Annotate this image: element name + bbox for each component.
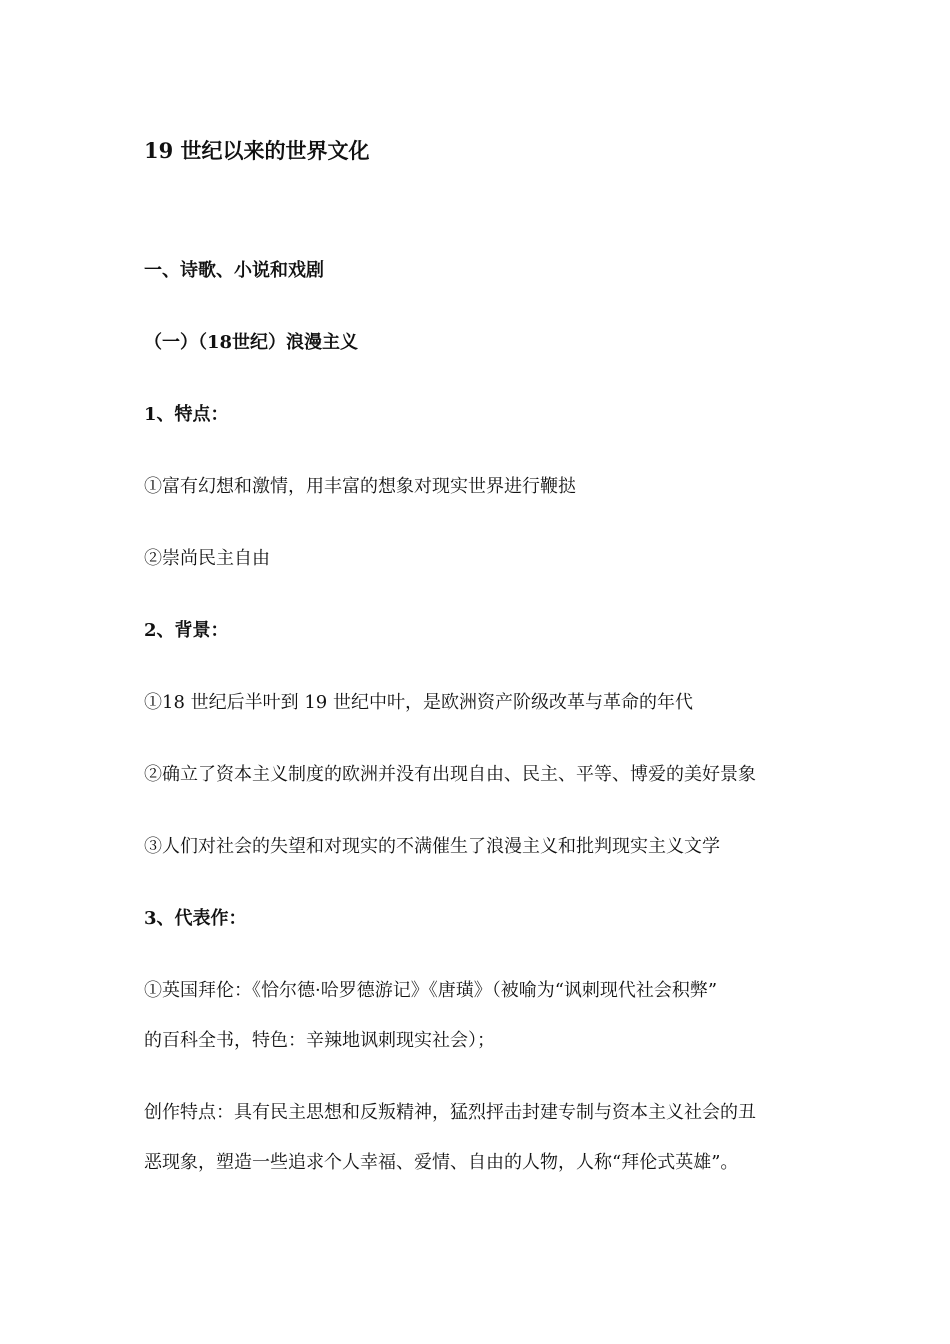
paragraph-line: ①18 世纪后半叶到 19 世纪中叶，是欧洲资产阶级改革与革命的年代 [144,692,693,713]
paragraph-line: ①富有幻想和激情，用丰富的想象对现实世界进行鞭挞 [144,476,576,497]
paragraph-line: 的百科全书，特色：辛辣地讽刺现实社会）； [144,1030,495,1051]
document-title: 19 世纪以来的世界文化 [144,138,370,163]
paragraph-line: ①英国拜伦：《恰尔德·哈罗德游记》《唐璜》（被喻为“讽刺现代社会积弊” [144,980,718,1001]
item-heading: 3、代表作： [144,908,247,929]
paragraph-line: ③人们对社会的失望和对现实的不满催生了浪漫主义和批判现实主义文学 [144,836,720,857]
subsection-heading: （一）（18世纪）浪漫主义 [144,332,359,353]
paragraph-line: ②确立了资本主义制度的欧洲并没有出现自由、民主、平等、博爱的美好景象 [144,764,756,785]
paragraph-line: 恶现象，塑造一些追求个人幸福、爱情、自由的人物，人称“拜伦式英雄”。 [144,1152,739,1173]
section-heading: 一、诗歌、小说和戏剧 [144,260,324,281]
paragraph-line: 创作特点：具有民主思想和反叛精神，猛烈抨击封建专制与资本主义社会的丑 [144,1102,756,1123]
paragraph-line: ②崇尚民主自由 [144,548,270,569]
item-heading: 2、背景： [144,620,229,641]
item-heading: 1、特点： [144,404,229,425]
